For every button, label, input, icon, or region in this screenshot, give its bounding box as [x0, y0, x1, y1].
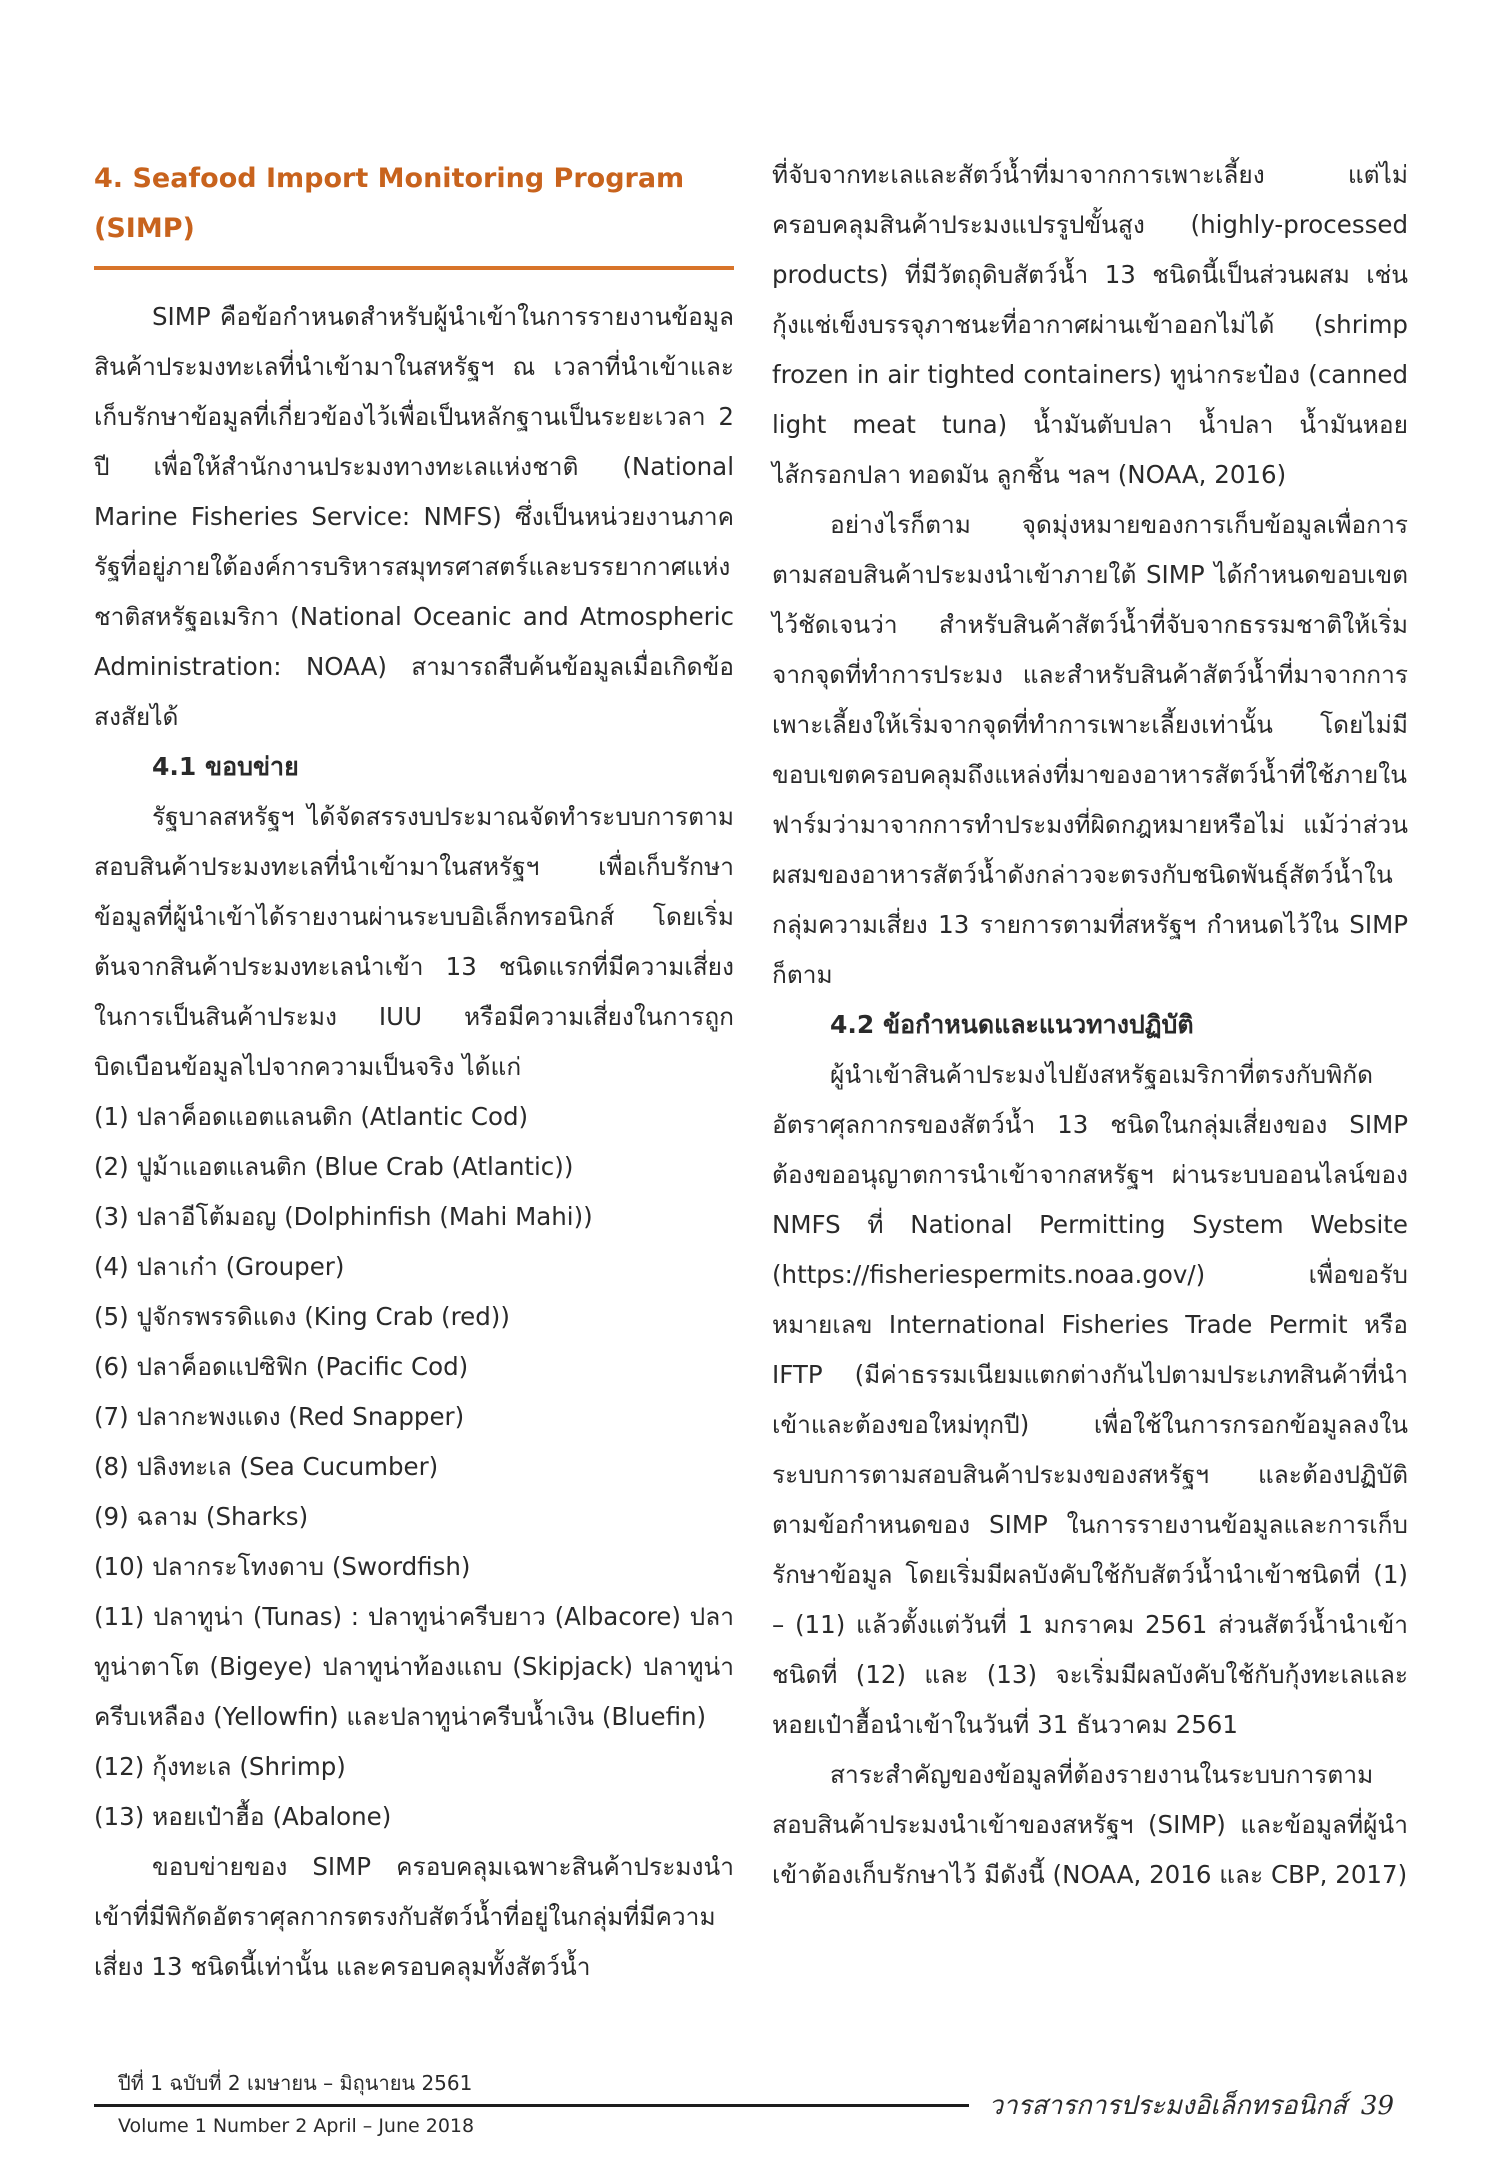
list-item: (12) กุ้งทะเล (Shrimp): [94, 1752, 346, 1781]
list-item: (2) ปูม้าแอตแลนติก (Blue Crab (Atlantic)): [94, 1152, 574, 1181]
list-item: (5) ปูจักรพรรดิแดง (King Crab (red)): [94, 1302, 510, 1331]
section-title: 4. Seafood Import Monitoring Program (SIMP): [94, 163, 685, 244]
continued-paragraph: ที่จับจากทะเลและสัตว์น้ำที่มาจากการเพาะเลี้ยง แต่ไม่ครอบคลุมสินค้าประมงแปรรูปขั้นสูง (highly-processed products) ที่มีวัตถุดิบสัตว์น้ำ 13 ชนิดนี้เป็นส่วนผสม เช่น กุ้งแช่เข็งบรรจุภาชนะที่อากาศผ่านเข้าออกไม่ได้ (shrimp frozen in air tighted containers) ทูน่ากระป๋อง (canned light meat tuna) น้ำมันตับปลา น้ำปลา น้ำมันหอย ไส้กรอกปลา ทอดมัน ลูกชิ้น ฯลฯ (NOAA, 2016): [772, 160, 1408, 489]
intro-paragraph: SIMP คือข้อกำหนดสำหรับผู้นำเข้าในการรายงานข้อมูลสินค้าประมงทะเลที่นำเข้ามาในสหรัฐฯ ณ เวลาที่นำเข้าและเก็บรักษาข้อมูลที่เกี่ยวข้องไว้เพื่อเป็นหลักฐานเป็นระยะเวลา 2 ปี เพื่อให้สำนักงานประมงทางทะเลแห่งชาติ (National Marine Fisheries Service: NMFS) ซึ่งเป็นหน่วยงานภาครัฐที่อยู่ภายใต้องค์การบริหารสมุทรศาสตร์และบรรยากาศแห่งชาติสหรัฐอเมริกา (National Oceanic and Atmospheric Administration: NOAA) สามารถสืบค้นข้อมูลเมื่อเกิดข้อสงสัยได้: [94, 302, 734, 731]
list-item: (4) ปลาเก๋า (Grouper): [94, 1252, 345, 1281]
summary-paragraph: สาระสำคัญของข้อมูลที่ต้องรายงานในระบบการตามสอบสินค้าประมงนำเข้าของสหรัฐฯ (SIMP) และข้อมูลที่ผู้นำเข้าต้องเก็บรักษาไว้ มีดังนี้ (NOAA, 2016 และ CBP, 2017): [772, 1760, 1408, 1889]
requirements-paragraph: ผู้นำเข้าสินค้าประมงไปยังสหรัฐอเมริกาที่ตรงกับพิกัดอัตราศุลกากรของสัตว์น้ำ 13 ชนิดในกลุ่มเสี่ยงของ SIMP ต้องขออนุญาตการนำเข้าจากสหรัฐฯ ผ่านระบบออนไลน์ของ NMFS ที่ National Permitting System Website (https://fisheriespermits.noaa.gov/) เพื่อขอรับหมายเลข International Fisheries Trade Permit หรือ IFTP (มีค่าธรรมเนียมแตกต่างกันไปตามประเภทสินค้าที่นำเข้าและต้องขอใหม่ทุกปี) เพื่อใช้ในการกรอกข้อมูลลงในระบบการตามสอบสินค้าประมงของสหรัฐฯ และต้องปฏิบัติตามข้อกำหนดของ SIMP ในการรายงานข้อมูลและการเก็บรักษาข้อมูล โดยเริ่มมีผลบังคับใช้กับสัตว์น้ำนำเข้าชนิดที่ (1) – (11) แล้วตั้งแต่วันที่ 1 มกราคม 2561 ส่วนสัตว์น้ำนำเข้าชนิดที่ (12) และ (13) จะเริ่มมีผลบังคับใช้กับกุ้งทะเลและหอยเป๋าฮื้อนำเข้าในวันที่ 31 ธันวาคม 2561: [772, 1060, 1408, 1739]
right-column: [772, 150, 1408, 1900]
journal-name: วารสารการประมงอิเล็กทรอนิกส์: [988, 2091, 1347, 2121]
purpose-paragraph: อย่างไรก็ตาม จุดมุ่งหมายของการเก็บข้อมูลเพื่อการตามสอบสินค้าประมงนำเข้าภายใต้ SIMP ได้กำหนดขอบเขตไว้ชัดเจนว่า สำหรับสินค้าสัตว์น้ำที่จับจากธรรมชาติให้เริ่มจากจุดที่ทำการประมง และสำหรับสินค้าสัตว์น้ำที่มาจากการเพาะเลี้ยงให้เริ่มจากจุดที่ทำการเพาะเลี้ยงเท่านั้น โดยไม่มีขอบเขตครอบคลุมถึงแหล่งที่มาของอาหารสัตว์น้ำที่ใช้ภายในฟาร์มว่ามาจากการทำประมงที่ผิดกฎหมายหรือไม่ แม้ว่าส่วนผสมของอาหารสัตว์น้ำดังกล่าวจะตรงกับชนิดพันธุ์สัตว์น้ำในกลุ่มความเสี่ยง 13 รายการตามที่สหรัฐฯ กำหนดไว้ใน SIMP ก็ตาม: [772, 510, 1408, 989]
list-item: (11) ปลาทูน่า (Tunas) : ปลาทูน่าครีบยาว (Albacore) ปลาทูน่าตาโต (Bigeye) ปลาทูน่าท้องแถบ (Skipjack) ปลาทูน่าครีบเหลือง (Yellowfin) และปลาทูน่าครีบน้ำเงิน (Bluefin): [94, 1602, 734, 1731]
list-item: (7) ปลากะพงแดง (Red Snapper): [94, 1402, 465, 1431]
page-number: 39: [1360, 2091, 1394, 2121]
list-item: (6) ปลาค็อดแปซิฟิก (Pacific Cod): [94, 1352, 469, 1381]
coverage-paragraph: ขอบข่ายของ SIMP ครอบคลุมเฉพาะสินค้าประมงนำเข้าที่มีพิกัดอัตราศุลกากรตรงกับสัตว์น้ำที่อยู่ในกลุ่มที่มีความเสี่ยง 13 ชนิดนี้เท่านั้น และครอบคลุมทั้งสัตว์น้ำ: [94, 1852, 734, 1981]
list-item: (1) ปลาค็อดแอตแลนติก (Atlantic Cod): [94, 1102, 529, 1131]
footer-divider: [94, 2104, 969, 2107]
list-item: (8) ปลิงทะเล (Sea Cucumber): [94, 1452, 439, 1481]
subheading-requirements: 4.2 ข้อกำหนดและแนวทางปฏิบัติ: [830, 1010, 1194, 1039]
list-item: (10) ปลากระโทงดาบ (Swordfish): [94, 1552, 471, 1581]
subheading-scope: 4.1 ขอบข่าย: [152, 752, 299, 781]
issue-english: Volume 1 Number 2 April – June 2018: [118, 2115, 475, 2137]
list-item: (9) ฉลาม (Sharks): [94, 1502, 309, 1531]
scope-paragraph: รัฐบาลสหรัฐฯ ได้จัดสรรงบประมาณจัดทำระบบการตามสอบสินค้าประมงทะเลที่นำเข้ามาในสหรัฐฯ เพื่อเก็บรักษาข้อมูลที่ผู้นำเข้าได้รายงานผ่านระบบอิเล็กทรอนิกส์ โดยเริ่มต้นจากสินค้าประมงทะเลนำเข้า 13 ชนิดแรกที่มีความเสี่ยงในการเป็นสินค้าประมง IUU หรือมีความเสี่ยงในการถูกบิดเบือนข้อมูลไปจากความเป็นจริง ได้แก่: [94, 802, 734, 1081]
issue-thai: ปีที่ 1 ฉบับที่ 2 เมษายน – มิถุนายน 2561: [118, 2071, 473, 2095]
title-divider: [94, 266, 734, 270]
species-list: [94, 1092, 734, 1842]
list-item: (13) หอยเป๋าฮื้อ (Abalone): [94, 1802, 392, 1831]
journal-running-head: [988, 2088, 1394, 2124]
list-item: (3) ปลาอีโต้มอญ (Dolphinfish (Mahi Mahi)): [94, 1202, 593, 1231]
left-column: [94, 150, 734, 1992]
